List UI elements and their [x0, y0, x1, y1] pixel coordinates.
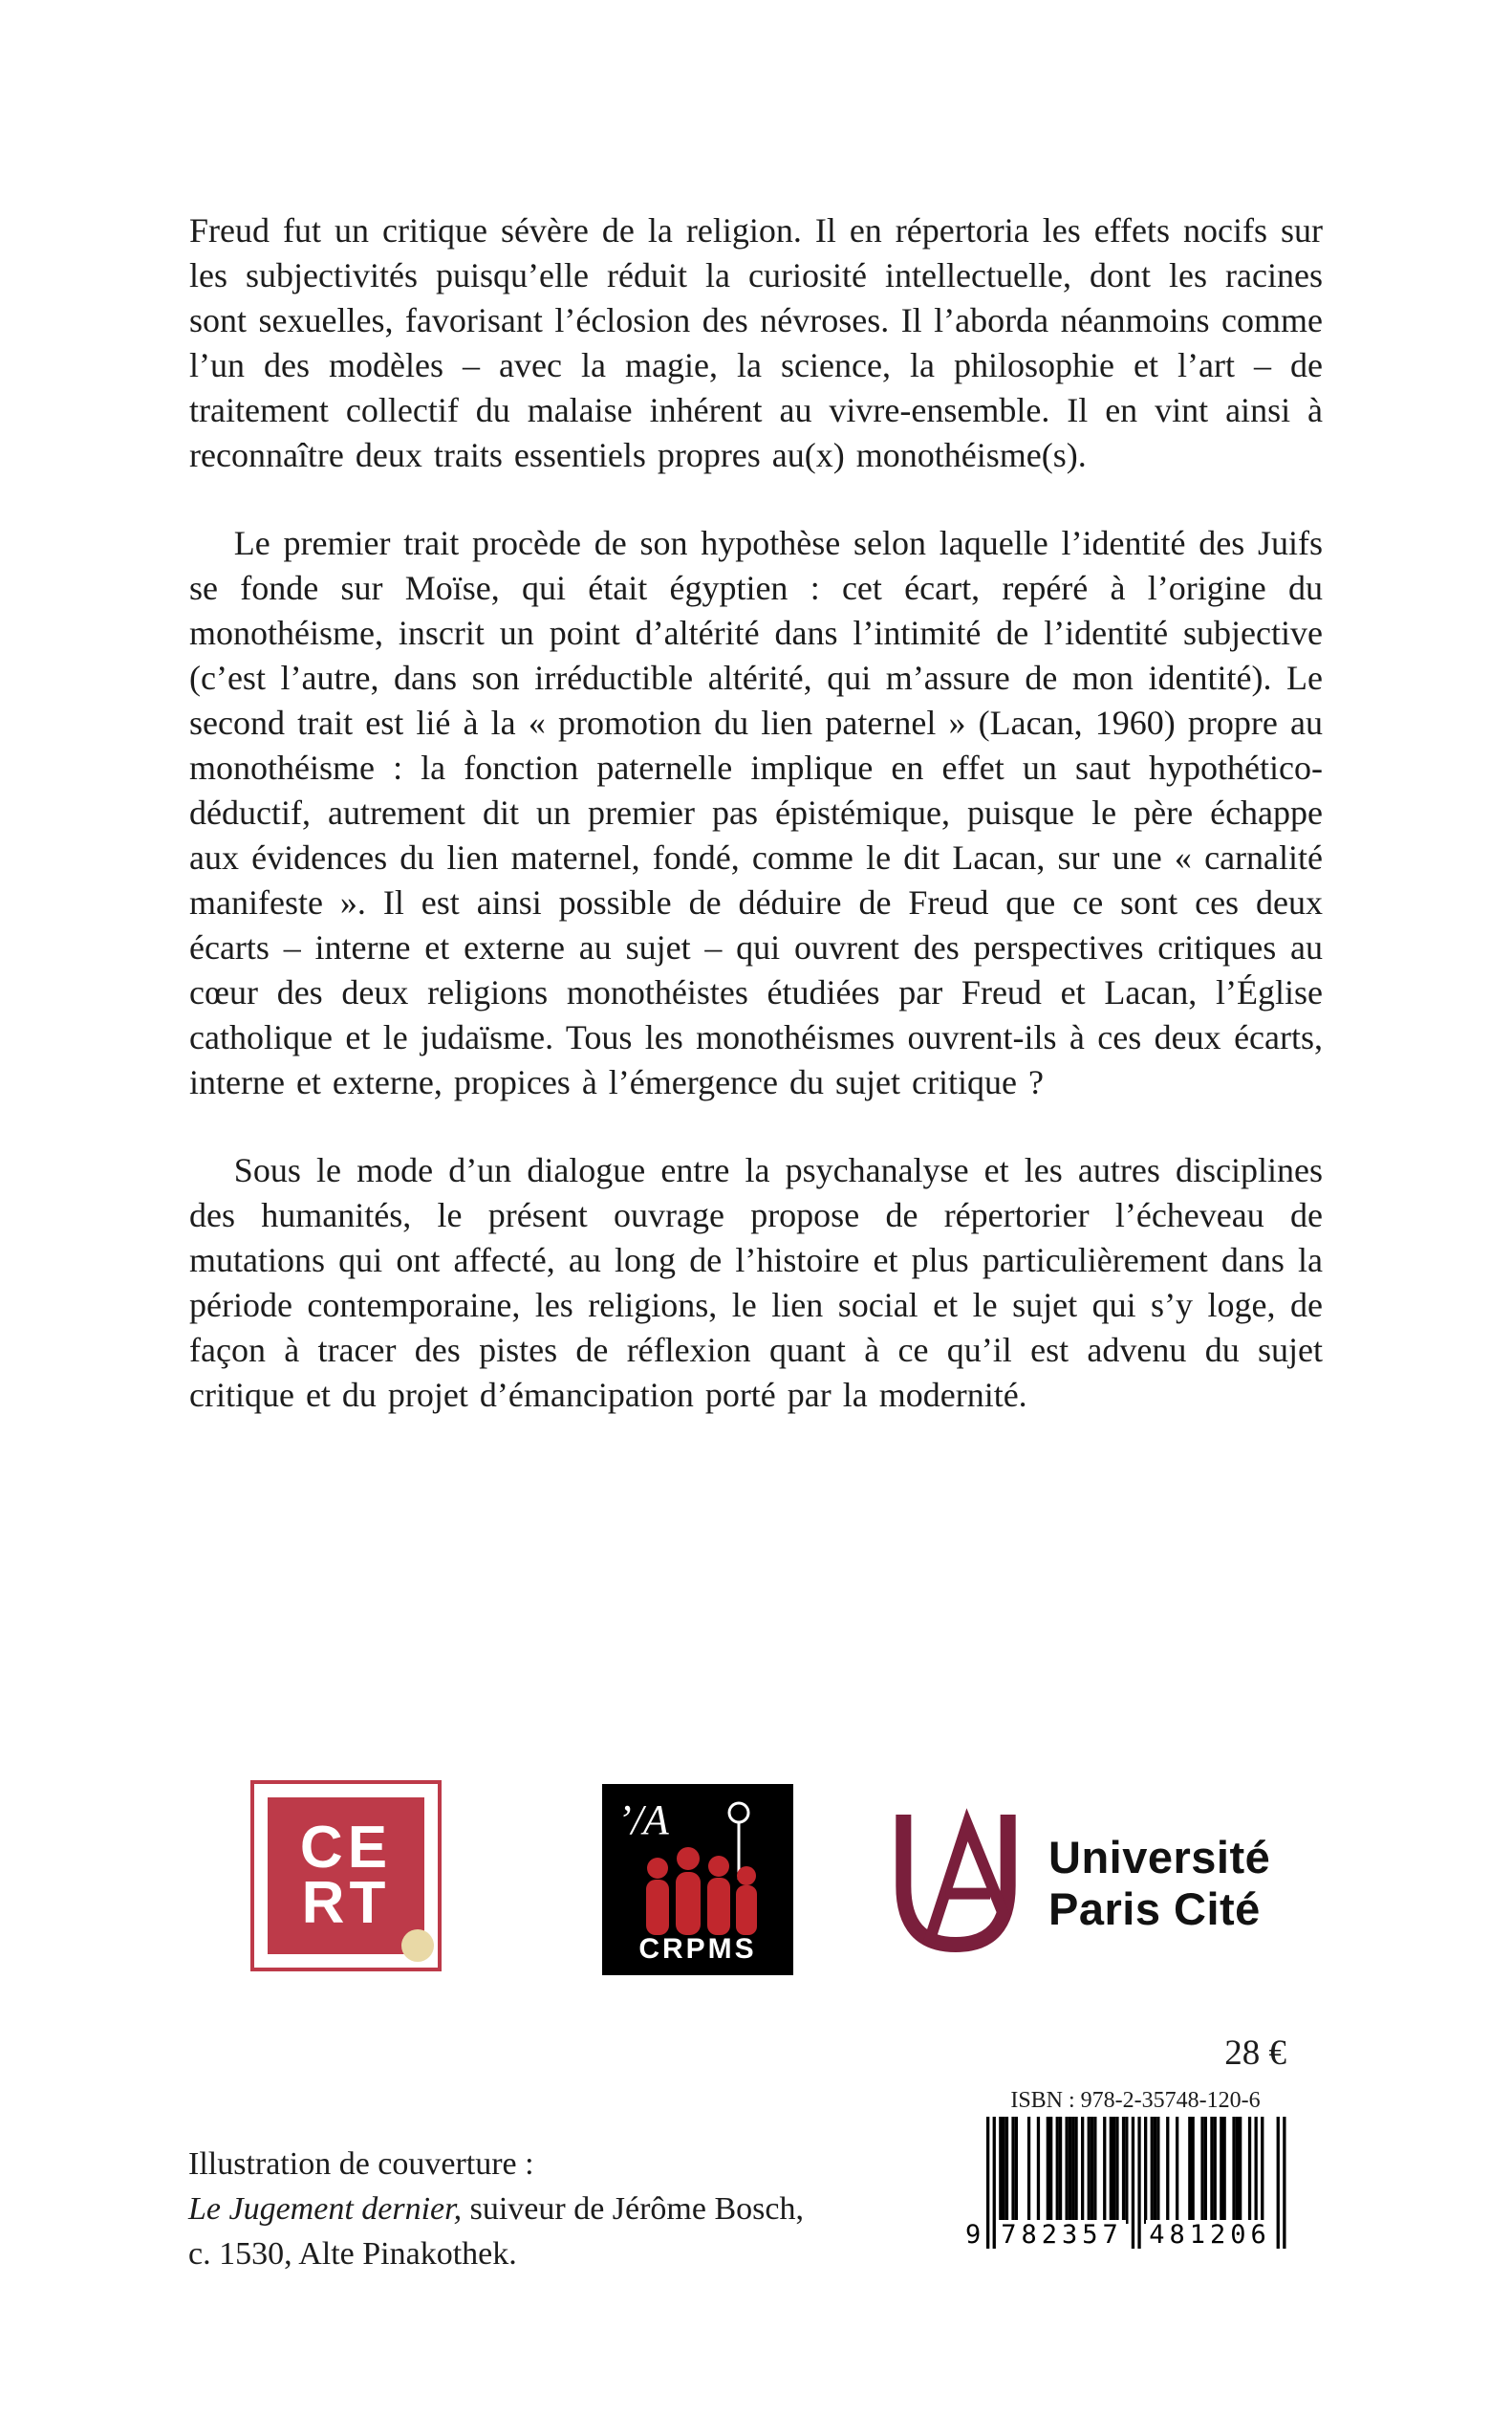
upc-name [1048, 1832, 1270, 1935]
upc-name-line1: Université [1048, 1832, 1271, 1882]
upc-name-line2: Paris Cité [1048, 1883, 1261, 1934]
credit-line-2 [188, 2187, 804, 2231]
cert-logo [250, 1780, 442, 1971]
credit-line-2-rest: suiveur de Jérôme Bosch, [462, 2191, 804, 2227]
cert-letters-line2: RT [301, 1870, 391, 1936]
synopsis-paragraph-3: Sous le mode d’un dialogue entre la psychanalyse et les autres disciplines des humanités, le présent ouvrage propose de répertorier l’écheveau de mutations qui ont affecté, au long de l’histoire et plus particulièrement dans la période contemporaine, les religions, le lien social et le sujet qui s’y loge, de façon à tracer des pistes de réflexion quant à ce qu’il est advenu du sujet critique et du projet d’émancipation porté par la modernité. [189, 1151, 1323, 1414]
cert-letters-line1: CE [299, 1815, 393, 1881]
upc-monogram-icon [884, 1807, 1027, 1960]
price-label: 28 € [1224, 2034, 1286, 2073]
ean13-barcode [967, 2117, 1292, 2279]
crpms-logo [602, 1784, 793, 1975]
credit-line-1: Illustration de couverture : [188, 2146, 534, 2182]
barcode-left-digits: 782357 [998, 2220, 1126, 2250]
barcode-lead-digit: 9 [965, 2220, 982, 2250]
cover-credit [188, 2142, 804, 2276]
isbn-label: ISBN : 978-2-35748-120-6 [1010, 2088, 1261, 2113]
barcode-right-digits: 481206 [1146, 2220, 1274, 2250]
crpms-people-icon [646, 1847, 757, 1935]
crpms-slash-marks: ’/A [617, 1796, 669, 1843]
credit-line-3: c. 1530, Alte Pinakothek. [188, 2236, 517, 2272]
credit-title-italic: Le Jugement dernier, [188, 2191, 463, 2227]
cert-dot-icon [401, 1929, 434, 1962]
synopsis-text-block [189, 208, 1323, 1418]
synopsis-paragraph-1: Freud fut un critique sévère de la religion. Il en répertoria les effets nocifs sur les subjectivités puisqu’elle réduit la curiosité intellectuelle, dont les racines sont sexuelles, favorisant l’éclosion des névroses. Il l’aborda néanmoins comme l’un des modèles – avec la magie, la science, la philosophie et l’art – de traitement collectif du malaise inhérent au vivre-ensemble. Il en vint ainsi à reconnaître deux traits essentiels propres au(x) monothéisme(s). [189, 211, 1323, 474]
cert-logo-letters [268, 1797, 424, 1954]
crpms-label: CRPMS [638, 1933, 757, 1965]
universite-paris-cite-logo [884, 1807, 1270, 1960]
synopsis-paragraph-2: Le premier trait procède de son hypothèse selon laquelle l’identité des Juifs se fonde sur Moïse, qui était égyptien : cet écart, repéré à l’origine du monothéisme, inscrit un point d’altérité dans l’intimité de l’identité subjective (c’est l’autre, dans son irréductible altérité, qui m’assure de mon identité). Le second trait est lié à la « promotion du lien paternel » (Lacan, 1960) propre au monothéisme : la fonction paternelle implique en effet un saut hypothético-déductif, autrement dit un premier pas épistémique, puisque le père échappe aux évidences du lien maternel, fondé, comme le dit Lacan, sur une « carnalité manifeste ». Il est ainsi possible de déduire de Freud que ce sont ces deux écarts – interne et externe au sujet – qui ouvrent des perspectives critiques au cœur des deux religions monothéistes étudiées par Freud et Lacan, l’Église catholique et le judaïsme. Tous les monothéismes ouvrent-ils à ces deux écarts, interne et externe, propices à l’émergence du sujet critique ? [189, 524, 1323, 1101]
